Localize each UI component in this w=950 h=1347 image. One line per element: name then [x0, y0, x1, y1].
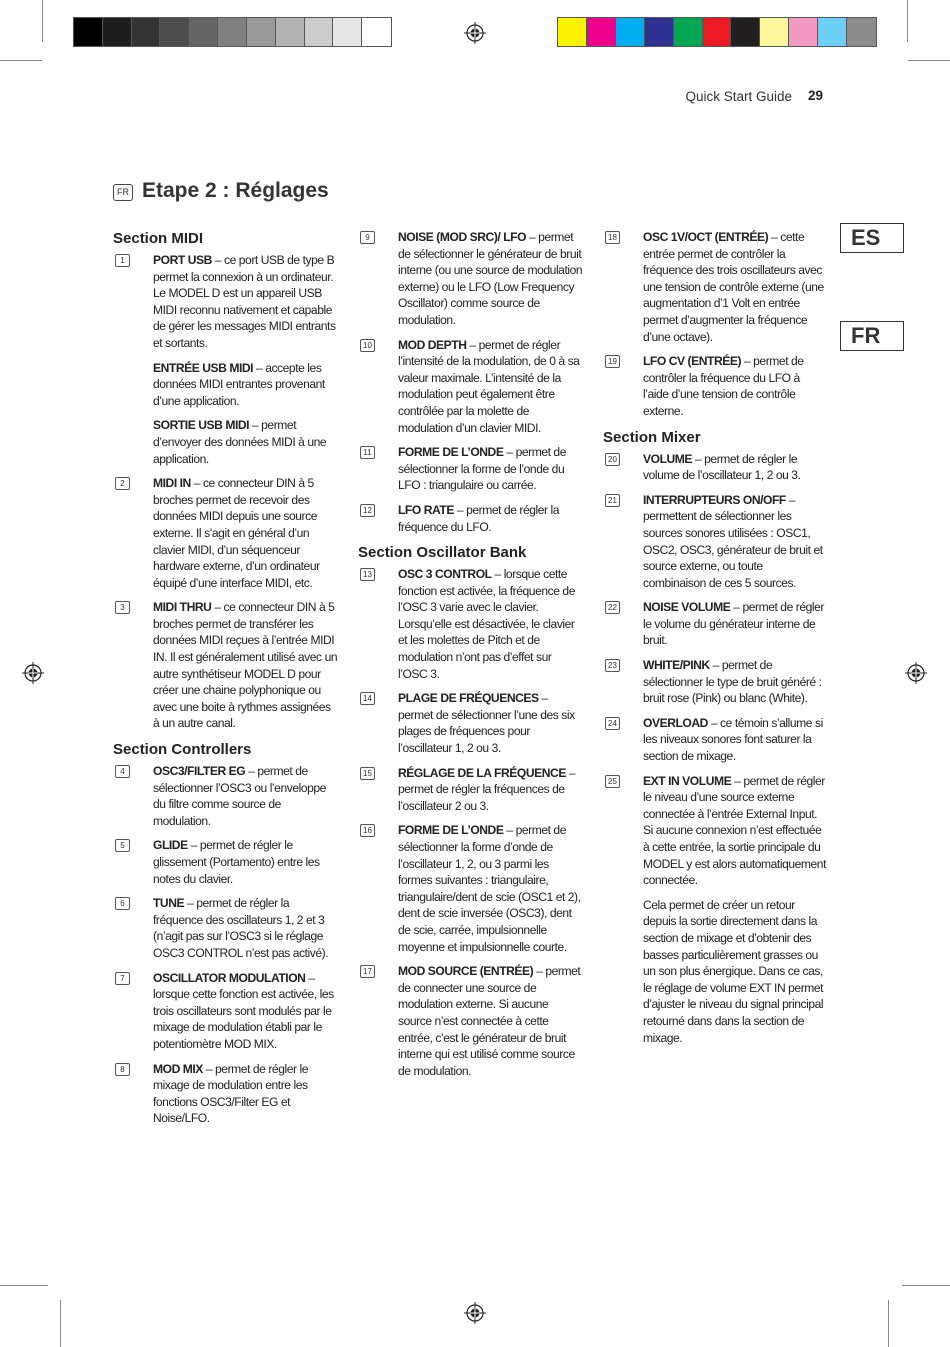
callout-number: 12 [360, 504, 375, 517]
item-term: MOD SOURCE (ENTRÉE) [398, 964, 534, 979]
item-term: ENTRÉE USB MIDI [153, 360, 254, 375]
item-term: OSCILLATOR MODULATION [153, 970, 306, 985]
callout-number: 15 [360, 767, 375, 780]
crop-mark-top-left-h [0, 60, 42, 61]
numbered-item [603, 715, 828, 765]
item-term: SORTIE USB MIDI [153, 418, 250, 433]
numbered-item [358, 444, 583, 494]
item-term: NOISE VOLUME [643, 600, 731, 615]
item-term: OSC3/FILTER EG [153, 764, 246, 779]
item-description: – accepte les données MIDI entrantes provenant d’une application. [153, 360, 325, 408]
color-swatch [645, 18, 674, 46]
process-color-bar [557, 17, 877, 47]
callout-number: 11 [360, 446, 375, 459]
callout-number: 21 [605, 494, 620, 507]
item-description: – permet de sélectionner le type de bruit généré : bruit rose (Pink) ou blanc (White). [643, 658, 822, 706]
color-swatch [587, 18, 616, 46]
callout-number: 22 [605, 601, 620, 614]
item-description: – ce témoin s’allume si les niveaux sonores font saturer la section de mixage. [643, 715, 823, 764]
gray-swatch [189, 18, 218, 46]
item-term: FORME DE L’ONDE [398, 823, 504, 838]
item-term: OSC 1V/OCT (ENTRÉE) [643, 230, 769, 244]
item-description: – permet de régler le volume de l’oscillateur 1, 2 ou 3. [643, 451, 801, 483]
item-term: PORT USB [153, 253, 212, 267]
color-swatch [703, 18, 732, 46]
item-description: – permettent de sélectionner les sources sonores utilisées : OSC1, OSC2, OSC3, générateur de bruit et source externe, ou toute combinaison de ces 5 sources. [643, 492, 823, 590]
callout-number: 13 [360, 568, 375, 581]
gray-swatch [333, 18, 362, 46]
item-term: MIDI IN [153, 476, 191, 491]
item-description: – lorsque cette fonction est activée, les trois oscillateurs sont modulés par le mixage de modulation établi par le potentiomètre MOD MIX. [153, 970, 334, 1051]
numbered-item [113, 837, 338, 887]
item-description: – cette entrée permet de contrôler la fréquence des trois oscillateurs avec une tension de contrôle externe (une augmentation d’1 Volt en entrée permet d’augmenter la fréquence d’une octave). [643, 230, 824, 344]
gray-swatch [74, 18, 103, 46]
crop-mark-bottom-right-h [902, 1285, 950, 1286]
text-column-3 [603, 229, 828, 1054]
item-description: – permet d’envoyer des données MIDI à une application. [153, 418, 327, 466]
item-description: – permet de sélectionner l’OSC3 ou l’enveloppe du filtre comme source de modulation. [153, 764, 326, 828]
language-tag: FR [113, 184, 133, 201]
crop-mark-bottom-left-h [0, 1285, 48, 1286]
numbered-item [358, 502, 583, 535]
numbered-item [358, 765, 583, 815]
numbered-item [113, 763, 338, 829]
item-term: EXT IN VOLUME [643, 773, 732, 788]
color-swatch [818, 18, 847, 46]
gray-swatch [103, 18, 132, 46]
registration-mark-icon [464, 22, 486, 44]
callout-number: 4 [115, 765, 130, 778]
color-swatch [674, 18, 703, 46]
numbered-item [113, 475, 338, 591]
numbered-item [358, 229, 583, 329]
callout-number: 14 [360, 692, 375, 705]
numbered-item [603, 599, 828, 649]
numbered-item [358, 337, 583, 437]
color-swatch [789, 18, 818, 46]
crop-mark-top-left-v [42, 0, 43, 42]
gray-swatch [132, 18, 161, 46]
numbered-item [113, 1061, 338, 1127]
item-description: – permet de sélectionner le générateur de bruit interne (ou une source de modulation externe) ou le LFO (Low Frequency Oscillator) comme source de modulation. [398, 230, 583, 327]
item-paragraph [113, 417, 338, 467]
callout-number: 16 [360, 824, 375, 837]
numbered-item [358, 690, 583, 756]
item-term: WHITE/PINK [643, 658, 710, 673]
text-column-2 [358, 229, 583, 1087]
item-description: – permet de régler le glissement (Portamento) entre les notes du clavier. [153, 838, 320, 886]
item-description: Cela permet de créer un retour depuis la sortie directement dans la section de mixage et d’obtenir des basses particulièrement grasses ou un son plus énergique. Dans ce cas, le réglage de volume EXT IN permet d’ajuster le niveau du signal principal retourné dans dans la section de mixage. [643, 897, 824, 1045]
gray-swatch [276, 18, 305, 46]
item-term: MOD DEPTH [398, 337, 467, 352]
item-term: NOISE (MOD SRC)/ LFO [398, 230, 527, 244]
color-swatch [558, 18, 587, 46]
registration-mark-icon [464, 1302, 486, 1324]
color-swatch [731, 18, 760, 46]
callout-number: 2 [115, 477, 130, 490]
item-paragraph [113, 360, 338, 410]
numbered-item [113, 970, 338, 1053]
item-description: – permet de contrôler la fréquence du LFO à l’aide d’une tension de contrôle externe. [643, 354, 804, 418]
item-term: GLIDE [153, 838, 188, 853]
language-tab-fr: FR [840, 321, 904, 351]
page-title: Etape 2 : Réglages [142, 179, 329, 202]
numbered-item [113, 599, 338, 732]
numbered-item [358, 566, 583, 682]
callout-number: 1 [115, 254, 130, 267]
item-term: TUNE [153, 896, 185, 911]
gray-swatch [218, 18, 247, 46]
item-description: – lorsque cette fonction est activée, la fréquence de l’OSC 3 varie avec le clavier. Lorsqu’elle est désactivée, le clavier et les molettes de Pitch et de modulation n’ont pas d’effet sur l’OSC 3. [398, 567, 575, 681]
item-term: LFO CV (ENTRÉE) [643, 354, 742, 369]
callout-number: 23 [605, 659, 620, 672]
item-description: – ce connecteur DIN à 5 broches permet de transférer les données MIDI reçues à l’entrée MIDI IN. Il est généralement utilisé avec un autre synthétiseur MODEL D pour créer une chaine polyphonique ou avec une boite à rythmes assignées à un autre canal. [153, 600, 338, 731]
color-swatch [760, 18, 789, 46]
item-description: – permet de régler le volume du générateur interne de bruit. [643, 600, 824, 648]
item-description: – permet de sélectionner la forme d’onde de l’oscillateur 1, 2, ou 3 parmi les formes suivantes : triangulaire, triangulaire/dent de scie (OSC1 et 2), dent de scie inversée (OSC3), dent de scie, carrée, impulsionnelle moyenne et impulsionnelle courte. [398, 823, 581, 954]
section-heading: Section Mixer [603, 428, 701, 446]
item-term: MOD MIX [153, 1061, 203, 1076]
numbered-item [113, 895, 338, 961]
callout-number: 8 [115, 1063, 130, 1076]
section-heading: Section Controllers [113, 741, 252, 759]
item-term: OVERLOAD [643, 715, 708, 730]
item-term: MIDI THRU [153, 600, 212, 615]
numbered-item [603, 492, 828, 592]
crop-mark-top-right-v [907, 0, 908, 42]
numbered-item [358, 963, 583, 1079]
callout-number: 20 [605, 453, 620, 466]
crop-mark-bottom-left-v [60, 1300, 61, 1347]
item-term: VOLUME [643, 451, 693, 466]
numbered-item [603, 773, 828, 889]
crop-mark-top-right-h [908, 60, 950, 61]
numbered-item [603, 451, 828, 484]
callout-number: 9 [360, 231, 375, 244]
color-swatch [616, 18, 645, 46]
page-number: 29 [808, 88, 824, 103]
item-term: INTERRUPTEURS ON/OFF [643, 492, 786, 507]
registration-mark-icon [22, 662, 44, 684]
item-description: – permet de régler le mixage de modulation entre les fonctions OSC3/Filter EG et Noise/LFO. [153, 1061, 308, 1126]
callout-number: 5 [115, 839, 130, 852]
item-description: – permet de régler l’intensité de la modulation, de 0 à sa valeur maximale. L’intensité de la modulation peut également être contrôlée par la molette de modulation d’un clavier MIDI. [398, 337, 580, 435]
gray-swatch [247, 18, 276, 46]
callout-number: 7 [115, 972, 130, 985]
callout-number: 25 [605, 775, 620, 788]
item-description: – permet de régler la fréquences de l’oscillateur 2 ou 3. [398, 765, 576, 813]
item-term: RÉGLAGE DE LA FRÉQUENCE [398, 765, 566, 780]
numbered-item [113, 252, 338, 352]
item-term: LFO RATE [398, 502, 454, 517]
callout-number: 18 [605, 231, 620, 244]
item-description: – permet de régler la fréquence des oscillateurs 1, 2 et 3 (n’agit pas sur l’OSC3 si le réglage OSC3 CONTROL n’est pas activé). [153, 896, 329, 960]
callout-number: 3 [115, 601, 130, 614]
registration-mark-icon [905, 662, 927, 684]
item-description: – ce port USB de type B permet la connexion à un ordinateur. Le MODEL D est un appareil USB MIDI reconnu nativement et capable de gérer les messages MIDI entrants et sortants. [153, 253, 336, 350]
callout-number: 24 [605, 717, 620, 730]
item-description: – permet de sélectionner la forme de l’onde du LFO : triangulaire ou carrée. [398, 445, 566, 493]
callout-number: 6 [115, 897, 130, 910]
section-heading: Section Oscillator Bank [358, 544, 527, 562]
item-description: – permet de régler la fréquence du LFO. [398, 502, 560, 534]
item-description: – ce connecteur DIN à 5 broches permet de recevoir des données MIDI depuis une source externe. Il s’agit en général d’un clavier MIDI, d’un séquenceur hardware externe, d’un ordinateur équipé d’une interface MIDI, etc. [153, 476, 320, 590]
text-column-1 [113, 229, 338, 1135]
section-heading: Section MIDI [113, 230, 204, 247]
item-paragraph [603, 897, 828, 1046]
callout-number: 19 [605, 355, 620, 368]
gray-swatch [305, 18, 334, 46]
item-description: – permet de connecter une source de modulation externe. Si aucune source n’est connectée à cette entrée, c’est le générateur de bruit interne qui est utilisé comme source de modulation. [398, 964, 581, 1078]
gray-swatch [362, 18, 391, 46]
crop-mark-bottom-right-v [888, 1300, 889, 1347]
item-description: – permet de régler le niveau d’une source externe connectée à l’entrée External Input. Si aucune connexion n’est effectuée à cette entrée, la sortie principale du MODEL y est alors automatiquement connectée. [643, 773, 826, 888]
numbered-item [358, 822, 583, 955]
item-term: FORME DE L’ONDE [398, 445, 504, 460]
gray-swatch [160, 18, 189, 46]
item-term: PLAGE DE FRÉQUENCES [398, 691, 539, 706]
callout-number: 10 [360, 339, 375, 352]
grayscale-color-bar [73, 17, 392, 47]
running-header-title: Quick Start Guide [685, 89, 792, 104]
color-swatch [847, 18, 876, 46]
item-term: OSC 3 CONTROL [398, 567, 492, 582]
language-tab-es: ES [840, 223, 904, 253]
numbered-item [603, 657, 828, 707]
numbered-item [603, 353, 828, 419]
numbered-item [603, 229, 828, 345]
callout-number: 17 [360, 965, 375, 978]
item-description: – permet de sélectionner l’une des six plages de fréquences pour l’oscillateur 1, 2 ou 3. [398, 691, 575, 756]
